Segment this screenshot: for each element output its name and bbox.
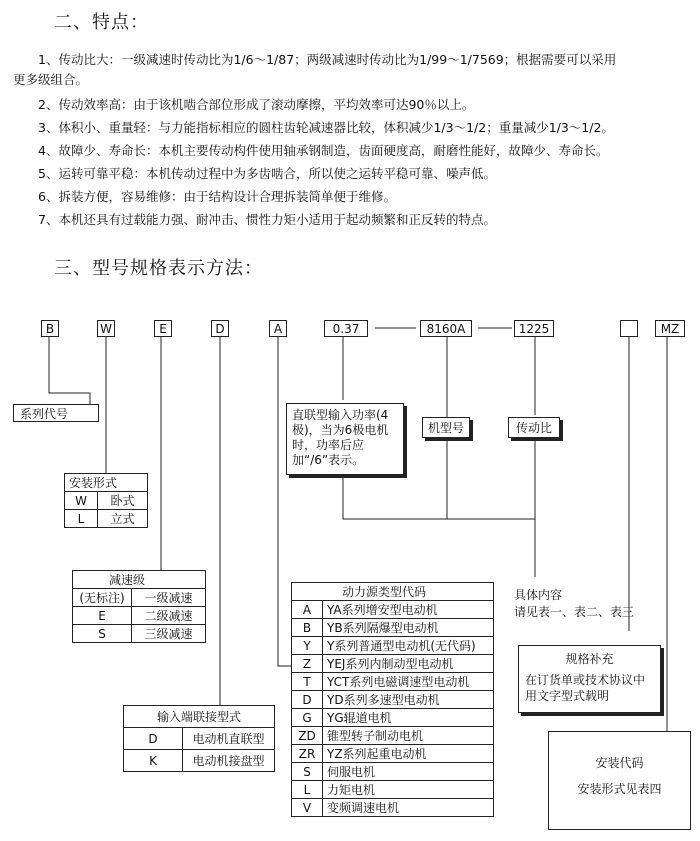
feature-item: 2、传动效率高：由于该机啮合部位形成了滚动摩擦，平均效率可达90％以上。	[38, 97, 475, 112]
power-source-name: YZ系列起重电动机	[323, 745, 494, 763]
power-source-code: Z	[292, 655, 323, 673]
power-source-name: Y系列普通型电动机(无代码)	[323, 637, 494, 655]
reduction-table	[72, 570, 206, 643]
power-source-name: 锥型转子制动电机	[323, 727, 494, 745]
power-source-code: V	[292, 799, 323, 817]
power-source-name: YA系列增安型电动机	[323, 601, 494, 619]
power-source-code: ZR	[292, 745, 323, 763]
install-form-table	[64, 473, 148, 528]
feature-item: 1、传动比大：一级减速时传动比为1/6～1/87；两级减速时传动比为1/99～1/7569；根据需要可以采用	[38, 52, 617, 67]
power-source-code: L	[292, 781, 323, 799]
power-source-code: ZD	[292, 727, 323, 745]
feature-item: 6、拆装方便，容易维修：由于结构设计合理拆装简单便于维修。	[38, 189, 396, 204]
series-label: 系列代号	[13, 404, 99, 422]
power-source-title: 动力源类型代码	[292, 583, 494, 601]
section3-heading: 三、型号规格表示方法：	[54, 258, 263, 279]
code-power-source-box: A	[269, 320, 287, 337]
section2-heading: 二、特点：	[54, 12, 149, 33]
input-type-title: 输入端联接型式	[124, 706, 275, 728]
install-name: 卧式	[98, 492, 148, 510]
ratio-detail-title: 具体内容	[514, 588, 563, 602]
reduction-name: 一级减速	[132, 589, 206, 607]
reduction-name: 二级减速	[132, 607, 206, 625]
power-source-name: 力矩电机	[323, 781, 494, 799]
power-source-name: YB系列隔爆型电动机	[323, 619, 494, 637]
install-form-title: 安装形式	[65, 474, 148, 492]
power-source-code: S	[292, 763, 323, 781]
power-source-name: YCT系列电磁调速型电动机	[323, 673, 494, 691]
reduction-name: 三级减速	[132, 625, 206, 643]
reduction-code: E	[73, 607, 132, 625]
power-source-table	[291, 582, 494, 817]
feature-item: 7、本机还具有过载能力强、耐冲击、惯性力矩小适用于起动频繁和正反转的特点。	[38, 212, 496, 227]
code-ratio-box: 1225	[514, 320, 554, 337]
code-series-box: B	[41, 320, 59, 337]
code-frame-box: 8160A	[420, 320, 472, 337]
input-type-name: 电动机接盘型	[183, 750, 275, 772]
reduction-title: 减速级	[73, 571, 206, 589]
input-type-code: D	[124, 728, 183, 750]
power-source-code: B	[292, 619, 323, 637]
install-code-desc: 安装形式见表四	[577, 782, 662, 796]
input-type-name: 电动机直联型	[183, 728, 275, 750]
reduction-code: (无标注)	[73, 589, 132, 607]
frame-label: 机型号	[422, 417, 470, 438]
feature-item: 3、体积小、重量轻：与力能指标相应的圆柱齿轮减速器比较，体积减少1/3～1/2；重量减少1/3～1/2。	[38, 120, 614, 135]
ratio-label: 传动比	[508, 417, 560, 438]
power-source-code: G	[292, 709, 323, 727]
install-name: 立式	[98, 510, 148, 528]
spec-supplement-title: 规格补充	[565, 652, 614, 666]
code-power-box: 0.37	[324, 320, 368, 337]
power-source-name: YG辊道电机	[323, 709, 494, 727]
power-source-name: 变频调速电机	[323, 799, 494, 817]
input-type-code: K	[124, 750, 183, 772]
power-source-name: 伺服电机	[323, 763, 494, 781]
feature-item: 更多级组合。	[13, 72, 89, 87]
power-source-code: Y	[292, 637, 323, 655]
feature-item: 4、故障少、寿命长：本机主要传动构件使用轴承钢制造，齿面硬度高，耐磨性能好，故障少、寿命长。	[38, 143, 609, 158]
install-code-title: 安装代码	[595, 756, 644, 770]
install-code-box	[548, 731, 691, 830]
power-source-code: D	[292, 691, 323, 709]
power-source-code: T	[292, 673, 323, 691]
feature-item: 5、运转可靠平稳：本机传动过程中为多齿啮合，所以使之运转平稳可靠、噪声低。	[38, 166, 496, 181]
power-source-name: YEJ系列内制动型电动机	[323, 655, 494, 673]
spec-supplement-desc: 在订货单或技术协议中用文字型式载明	[525, 673, 646, 703]
reduction-code: S	[73, 625, 132, 643]
code-blank-box	[620, 320, 638, 337]
spec-supplement-box	[518, 645, 661, 713]
install-code: W	[65, 492, 98, 510]
power-source-code: A	[292, 601, 323, 619]
install-code: L	[65, 510, 98, 528]
input-type-table	[123, 705, 275, 772]
code-input-box: D	[211, 320, 229, 337]
power-description: 直联型输入功率(4极)，当为6极电机时，功率后应加“/6”表示。	[286, 403, 404, 475]
code-reduction-box: E	[154, 320, 172, 337]
ratio-detail-ref: 请见表一、表二、表三	[514, 605, 635, 619]
code-install-box: W	[97, 320, 115, 337]
code-mz-box: MZ	[655, 320, 685, 337]
power-source-name: YD系列多速型电动机	[323, 691, 494, 709]
